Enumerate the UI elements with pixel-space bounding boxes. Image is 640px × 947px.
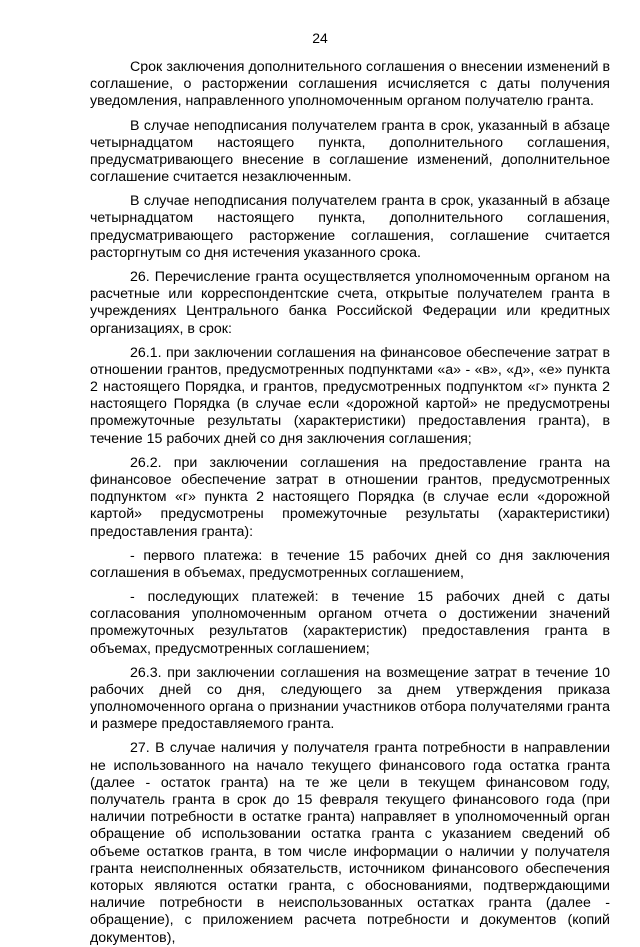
- paragraph-26-3: 26.3. при заключении соглашения на возмещение затрат в течение 10 рабочих дней со дня, следующего за днем утверждения приказа уполномоченного органа о признании участников отбора получателями гранта и размере предоставляемого гранта.: [90, 664, 610, 733]
- document-body: [90, 59, 610, 947]
- paragraph-first-payment: - первого платежа: в течение 15 рабочих дней со дня заключения соглашения в объемах, предусмотренных соглашением,: [90, 547, 610, 581]
- paragraph-26-2: 26.2. при заключении соглашения на предоставление гранта на финансовое обеспечение затрат в отношении грантов, предусмотренных подпунктом «г» пункта 2 настоящего Порядка (в случае если «дорожной картой» предусмотрены промежуточные результаты (характеристики) предоставления гранта):: [90, 454, 610, 540]
- paragraph-unsigned-amendment: В случае неподписания получателем гранта в срок, указанный в абзаце четырнадцатом настоящего пункта, дополнительного соглашения, предусматривающего внесение в соглашение изменений, дополнительное соглашение считается незаключенным.: [90, 117, 610, 186]
- paragraph-subsequent-payments: - последующих платежей: в течение 15 рабочих дней с даты согласования уполномоченным органом отчета о достижении значений промежуточных результатов (характеристик) предоставления гранта в объемах, предусмотренных соглашением;: [90, 588, 610, 657]
- paragraph-26-grant-transfer: 26. Перечисление гранта осуществляется уполномоченным органом на расчетные или корреспондентские счета, открытые получателем гранта в учреждениях Центрального банка Российской Федерации или кредитных организациях, в срок:: [90, 268, 610, 337]
- page-number: 24: [312, 30, 328, 46]
- paragraph-26-1: 26.1. при заключении соглашения на финансовое обеспечение затрат в отношении грантов, предусмотренных подпунктами «а» - «в», «д», «е» пункта 2 настоящего Порядка, и грантов, предусмотренных подпунктом «г» пункта 2 настоящего Порядка (в случае если «дорожной картой» не предусмотрены промежуточные результаты (характеристики) предоставления гранта), в течение 15 рабочих дней со дня заключения соглашения;: [90, 344, 610, 447]
- paragraph-unsigned-termination: В случае неподписания получателем гранта в срок, указанный в абзаце четырнадцатом настоящего пункта, дополнительного соглашения, предусматривающего расторжение соглашения, соглашение считается расторгнутым со дня истечения указанного срока.: [90, 193, 610, 261]
- paragraph-27-grant-balance: 27. В случае наличия у получателя гранта потребности в направлении не использованного на начало текущего финансового года остатка гранта (далее - остаток гранта) на те же цели в текущем финансовом году, получатель гранта в срок до 15 февраля текущего финансового года (при наличии потребности в остатке гранта) направляет в уполномоченный орган обращение об использовании остатка гранта с указанием сведений об объеме остатков гранта, в том числе информации о наличии у получателя гранта неисполненных обязательств, источником финансового обеспечения которых являются остатки гранта, с обоснованиями, подтверждающими наличие потребности в неиспользованных остатках гранта (далее - обращение), с приложением расчета потребности и документов (копий документов),: [90, 740, 610, 946]
- paragraph-supplementary-agreement-term: Срок заключения дополнительного соглашения о внесении изменений в соглашение, о расторжении соглашения исчисляется с даты получения уведомления, направленного уполномоченным органом получателю гранта.: [90, 59, 610, 110]
